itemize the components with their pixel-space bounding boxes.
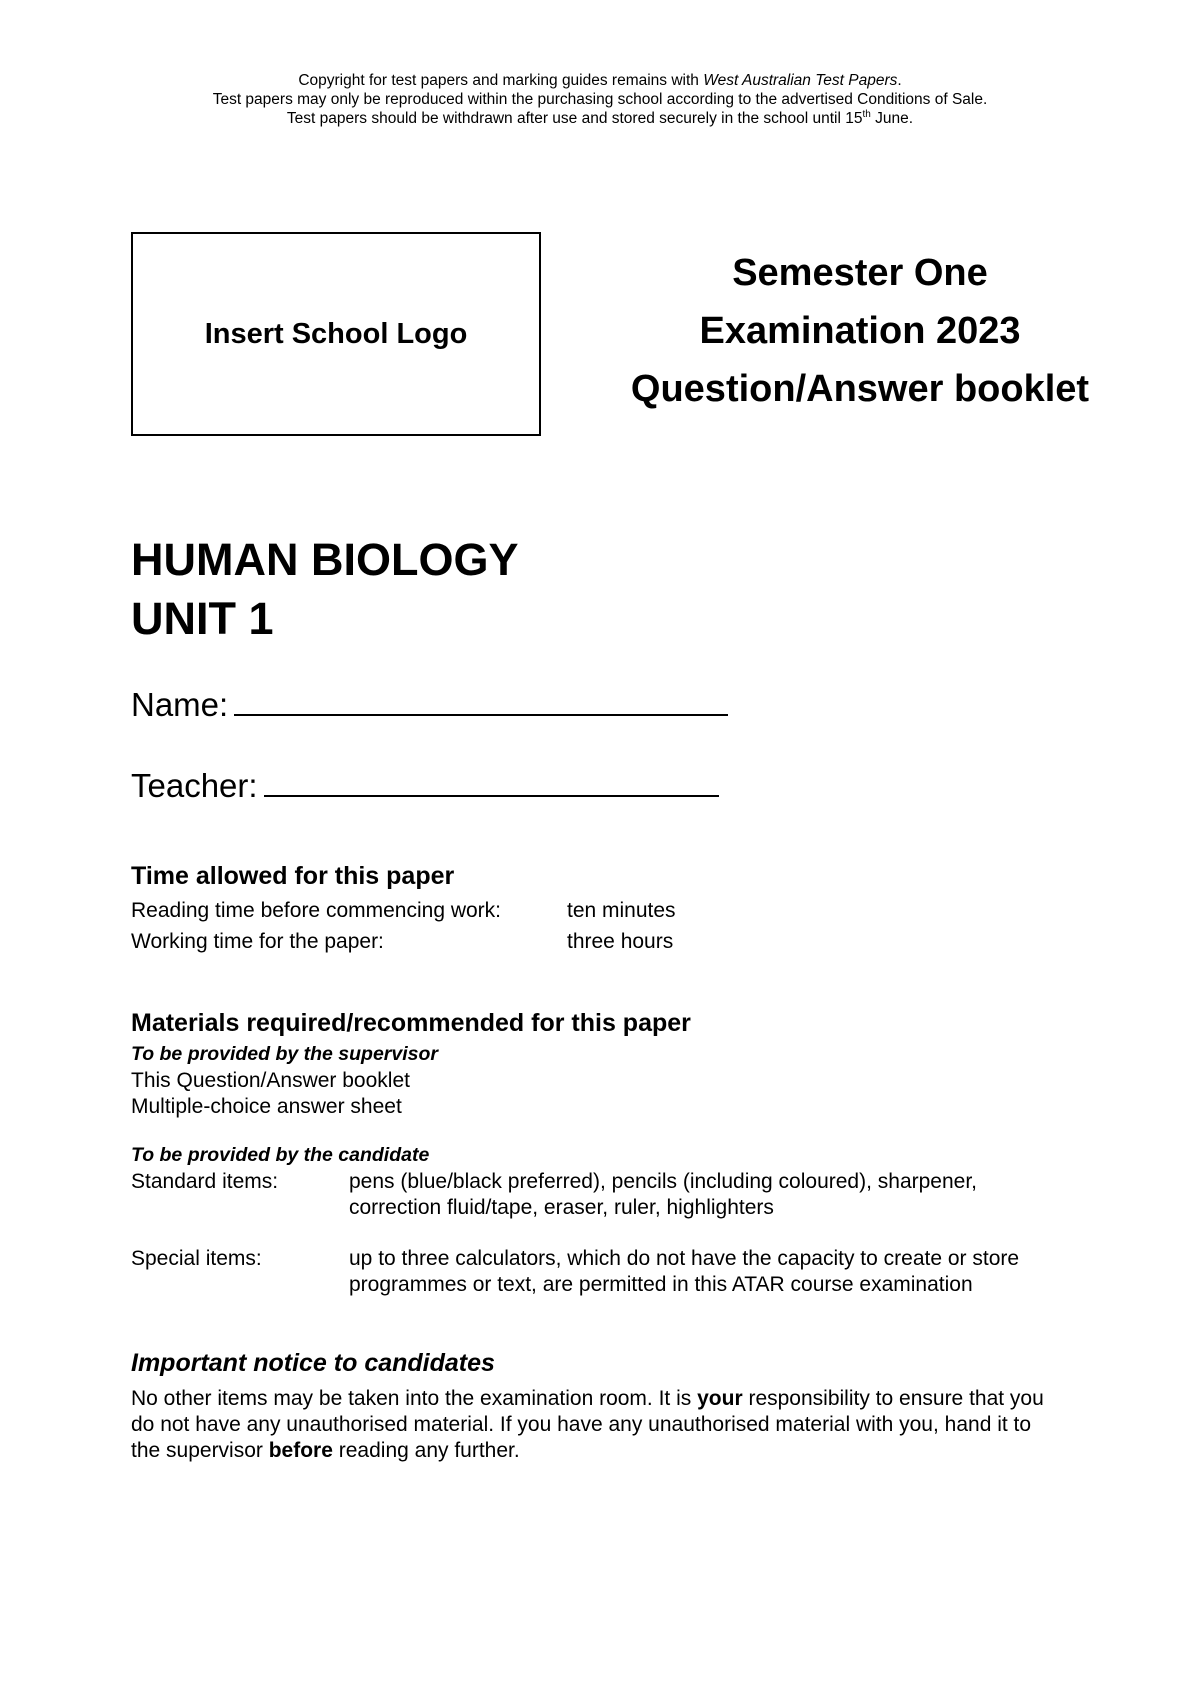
exam-title [560, 244, 1160, 418]
special-items-text [349, 1246, 1109, 1298]
exam-title-line-3: Question/Answer booklet [630, 368, 1090, 410]
teacher-label: Teacher: [131, 767, 258, 804]
special-items-line-1: up to three calculators, which do not have the capacity to create or store [349, 1247, 1020, 1270]
reading-time-row [131, 898, 676, 923]
copyright-line-3: Test papers should be withdrawn after use and stored securely in the school until 15th June. [286, 108, 914, 127]
working-time-row [131, 929, 674, 954]
logo-placeholder-label: Insert School Logo [204, 317, 468, 350]
teacher-field [131, 767, 719, 805]
candidate-subheading: To be provided by the candidate [131, 1144, 430, 1166]
reading-time-label: Reading time before commencing work: [131, 899, 502, 922]
exam-title-line-1: Semester One [732, 252, 988, 294]
supervisor-subheading: To be provided by the supervisor [131, 1043, 439, 1065]
time-heading: Time allowed for this paper [131, 862, 455, 890]
notice-line-3: the supervisor before reading any further. [131, 1439, 520, 1462]
working-time-label: Working time for the paper: [131, 930, 384, 953]
special-items-label: Special items: [131, 1247, 262, 1270]
notice-body [131, 1386, 1044, 1464]
supervisor-item: This Question/Answer booklet [131, 1069, 410, 1092]
standard-items-text [349, 1169, 1109, 1221]
subject-title [131, 530, 519, 648]
materials-heading: Materials required/recommended for this paper [131, 1009, 691, 1037]
subject-line-2: UNIT 1 [131, 593, 274, 644]
supervisor-item: Multiple-choice answer sheet [131, 1095, 402, 1118]
school-logo-placeholder [131, 232, 541, 436]
special-items-line-2: programmes or text, are permitted in this ATAR course examination [349, 1273, 973, 1296]
name-field [131, 686, 728, 724]
copyright-line-1: Copyright for test papers and marking guides remains with West Australian Test Papers. [298, 72, 902, 89]
standard-items-line-2: correction fluid/tape, eraser, ruler, highlighters [349, 1196, 774, 1219]
subject-line-1: HUMAN BIOLOGY [131, 534, 519, 585]
standard-items-label: Standard items: [131, 1170, 279, 1193]
teacher-blank-line[interactable] [264, 767, 719, 797]
standard-items-line-1: pens (blue/black preferred), pencils (including coloured), sharpener, [349, 1170, 978, 1193]
name-blank-line[interactable] [234, 686, 728, 716]
copyright-line-2: Test papers may only be reproduced within the purchasing school according to the advertised Conditions of Sale. [212, 91, 988, 108]
name-label: Name: [131, 686, 229, 723]
notice-line-2: do not have any unauthorised material. If you have any unauthorised material with you, hand it to [131, 1413, 1032, 1436]
reading-time-value: ten minutes [567, 899, 676, 922]
working-time-value: three hours [567, 930, 674, 953]
exam-title-line-2: Examination 2023 [699, 310, 1021, 352]
copyright-notice [0, 71, 1200, 128]
notice-heading: Important notice to candidates [131, 1349, 495, 1377]
notice-line-1: No other items may be taken into the examination room. It is your responsibility to ensure that you [131, 1387, 1044, 1410]
